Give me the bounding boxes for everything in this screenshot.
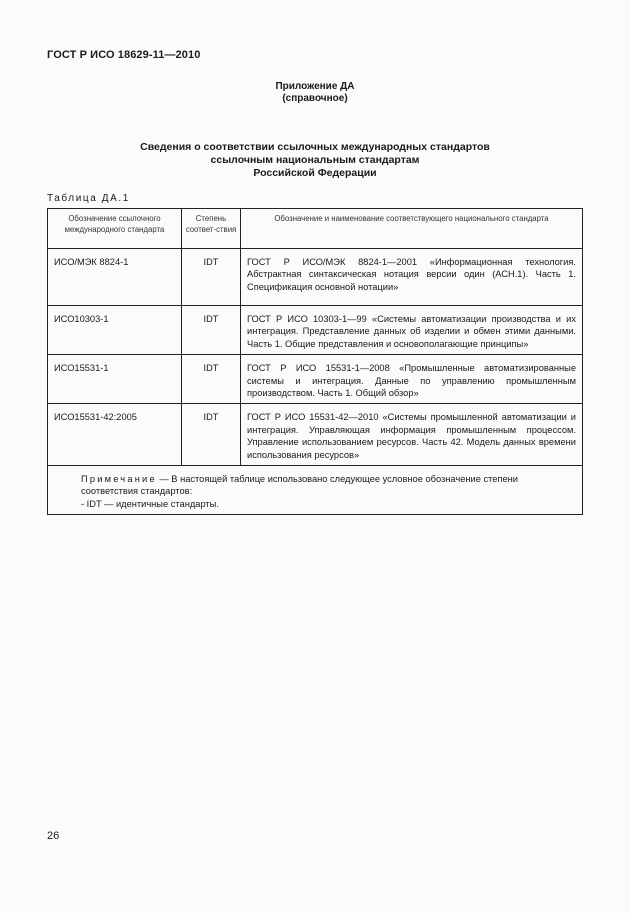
table-note-row — [48, 466, 583, 515]
note-dash: — — [156, 474, 172, 485]
note-item: - IDT — идентичные стандарты. — [81, 498, 219, 509]
table-note — [48, 466, 583, 515]
table-row — [48, 404, 583, 466]
header-national-standard: Обозначение и наименование соответствующего национального стандарта — [241, 209, 583, 249]
cell-degree: IDT — [182, 306, 241, 355]
note-paragraph — [54, 473, 576, 498]
table-row — [48, 249, 583, 306]
header-degree: Степень соответ-ствия — [182, 209, 241, 249]
correspondence-table — [47, 208, 583, 515]
cell-reference-standard: ИСО15531-1 — [48, 355, 182, 404]
cell-national-standard: ГОСТ Р ИСО/МЭК 8824-1—2001 «Информационная технология. Абстрактная синтаксическая нотация версии один (АСН.1). Часть 1. Спецификация основной нотации» — [241, 249, 583, 306]
title-line-3: Российской Федерации — [253, 167, 377, 179]
cell-national-standard: ГОСТ Р ИСО 10303-1—99 «Системы автоматизации производства и их интеграция. Представление данных об изделии и обмен этими данными. Часть 1. Общие представления и основополагающие принципы» — [241, 306, 583, 355]
page-number: 26 — [47, 830, 60, 842]
annex-subtitle: (справочное) — [282, 93, 348, 104]
title-line-2: ссылочным национальным стандартам — [210, 154, 420, 166]
table-label: Таблица ДА.1 — [47, 193, 130, 204]
cell-degree: IDT — [182, 355, 241, 404]
standard-header: ГОСТ Р ИСО 18629-11—2010 — [47, 49, 201, 61]
cell-national-standard: ГОСТ Р ИСО 15531-42—2010 «Системы промышленной автоматизации и интеграция. Управляющая информация промышленным процессом. Управление использованием ресурсов. Часть 42. Модель данных времени использования ресурсов» — [241, 404, 583, 466]
cell-reference-standard: ИСО10303-1 — [48, 306, 182, 355]
cell-reference-standard: ИСО/МЭК 8824-1 — [48, 249, 182, 306]
cell-degree: IDT — [182, 404, 241, 466]
header-reference-standard: Обозначение ссылочного международного стандарта — [48, 209, 182, 249]
title-line-1: Сведения о соответствии ссылочных международных стандартов — [140, 141, 490, 153]
document-title — [0, 141, 630, 180]
table-header-row — [48, 209, 583, 249]
annex-title: Приложение ДА — [275, 81, 355, 92]
table-row — [48, 306, 583, 355]
cell-reference-standard: ИСО15531-42:2005 — [48, 404, 182, 466]
table-row — [48, 355, 583, 404]
note-label: Примечание — [81, 474, 157, 485]
note-text: В настоящей таблице использовано следующее условное обозначение степени соответствия стандартов: — [81, 474, 518, 497]
cell-degree: IDT — [182, 249, 241, 306]
cell-national-standard: ГОСТ Р ИСО 15531-1—2008 «Промышленные автоматизированные системы и интеграция. Данные по управлению промышленным производством. Часть 1. Общий обзор» — [241, 355, 583, 404]
